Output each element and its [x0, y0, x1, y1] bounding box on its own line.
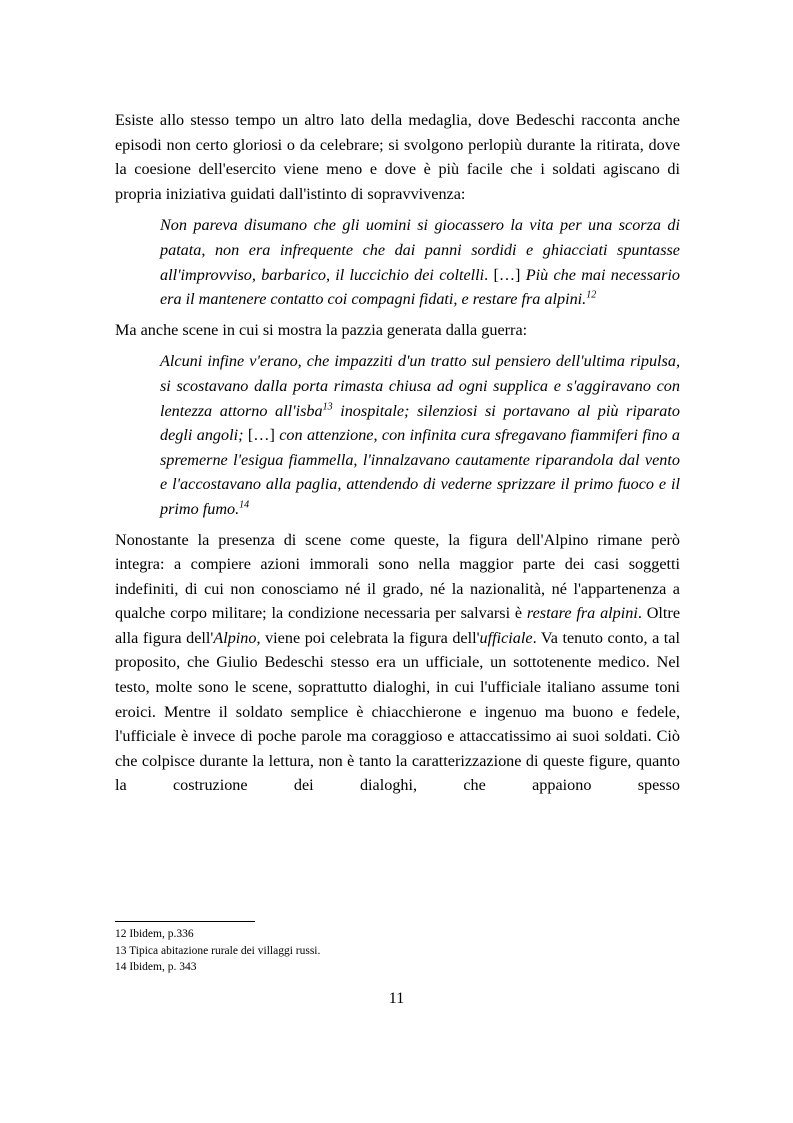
paragraph-3-text-b: . Oltre alla figura dell' — [115, 604, 680, 647]
paragraph-3-text-a: Nonostante la presenza di scene come queste, la figura dell'Alpino rimane però integra: a compiere azioni immorali sono nella maggior parte dei casi soggetti indefiniti, di cui non conosciamo né il grado, né la nazionalità, né l'appartenenza a qualche corpo militare; la condizione necessaria per salvarsi è — [115, 530, 680, 623]
footnote-separator — [115, 921, 255, 922]
quote-1-text-b: Più che mai necessario era il mantenere contatto coi compagni fidati, e restare fra alpini. — [160, 265, 680, 309]
footnote-14: 14 Ibidem, p. 343 — [115, 961, 197, 973]
paragraph-3-text-c: , viene poi celebrata la figura dell' — [256, 628, 480, 647]
paragraph-3-text-d: . Va tenuto conto, a tal proposito, che Giulio Bedeschi stesso era un ufficiale, un sottotenente medico. Nel testo, molte sono le scene, soprattutto dialoghi, in cui l'ufficiale italiano assume toni eroici. Mentre il soldato semplice è chiacchierone e ingenuo ma buono e fedele, l'ufficiale è invece di poche parole ma coraggioso e attaccatissimo ai suoi soldati. Ciò che colpisce durante la lettura, non è tanto la caratterizzazione di queste figure, quanto la costruzione dei dialoghi, che appaiono spesso — [115, 628, 680, 795]
quote-2-text-b: inospitale; silenziosi si portavano al più riparato degli angoli; — [160, 401, 680, 445]
footnote-ref-13[interactable]: 13 — [322, 401, 333, 413]
paragraph-3 — [115, 528, 680, 799]
footnote-12: 12 Ibidem, p.336 — [115, 928, 194, 940]
paragraph-3-emphasis-3: ufficiale — [479, 628, 533, 647]
paragraph-3-emphasis-2: Alpino — [213, 628, 257, 647]
footnote-ref-14[interactable]: 14 — [239, 499, 250, 511]
block-quote-1 — [160, 213, 680, 311]
paragraph-1: Esiste allo stesso tempo un altro lato della medaglia, dove Bedeschi racconta anche episodi non certo gloriosi o da celebrare; si svolgono perlopiù durante la ritirata, dove la coesione dell'esercito viene meno e dove è più facile che i soldati agiscano di propria iniziativa guidati dall'istinto di sopravvivenza: — [115, 111, 680, 203]
paragraph-3-emphasis-1: restare fra alpini — [526, 604, 638, 623]
footnote-13: 13 Tipica abitazione rurale dei villaggi russi. — [115, 944, 321, 957]
quote-1-ellipsis: . […] — [484, 265, 526, 284]
quote-2-ellipsis: […] — [247, 426, 275, 445]
document-body — [115, 108, 680, 798]
footnote-ref-12[interactable]: 12 — [586, 289, 597, 301]
footnotes — [115, 926, 680, 976]
page-number: 11 — [388, 990, 405, 1007]
paragraph-2: Ma anche scene in cui si mostra la pazzia generata dalla guerra: — [115, 320, 528, 339]
quote-1-text-a: Non pareva disumano che gli uomini si giocassero la vita per una scorza di patata, non era infrequente che dai panni sordidi e ghiacciati spuntasse all'improvviso, barbarico, il luccichio dei coltelli — [160, 216, 680, 284]
quote-2-text-c: con attenzione, con infinita cura sfregavano fiammiferi fino a spremerne l'esigua fiammella, l'innalzavano cautamente riparandola dal vento e l'accostavano alla paglia, attendendo di vederne sprizzare il primo fuoco e il primo fumo. — [160, 426, 680, 518]
block-quote-2 — [160, 349, 680, 521]
quote-2-text-a: Alcuni infine v'erano, che impazziti d'un tratto sul pensiero dell'ultima ripulsa, si scostavano dalla porta rimasta chiusa ad ogni supplica e s'aggiravano con lentezza attorno all'isba — [160, 352, 680, 420]
